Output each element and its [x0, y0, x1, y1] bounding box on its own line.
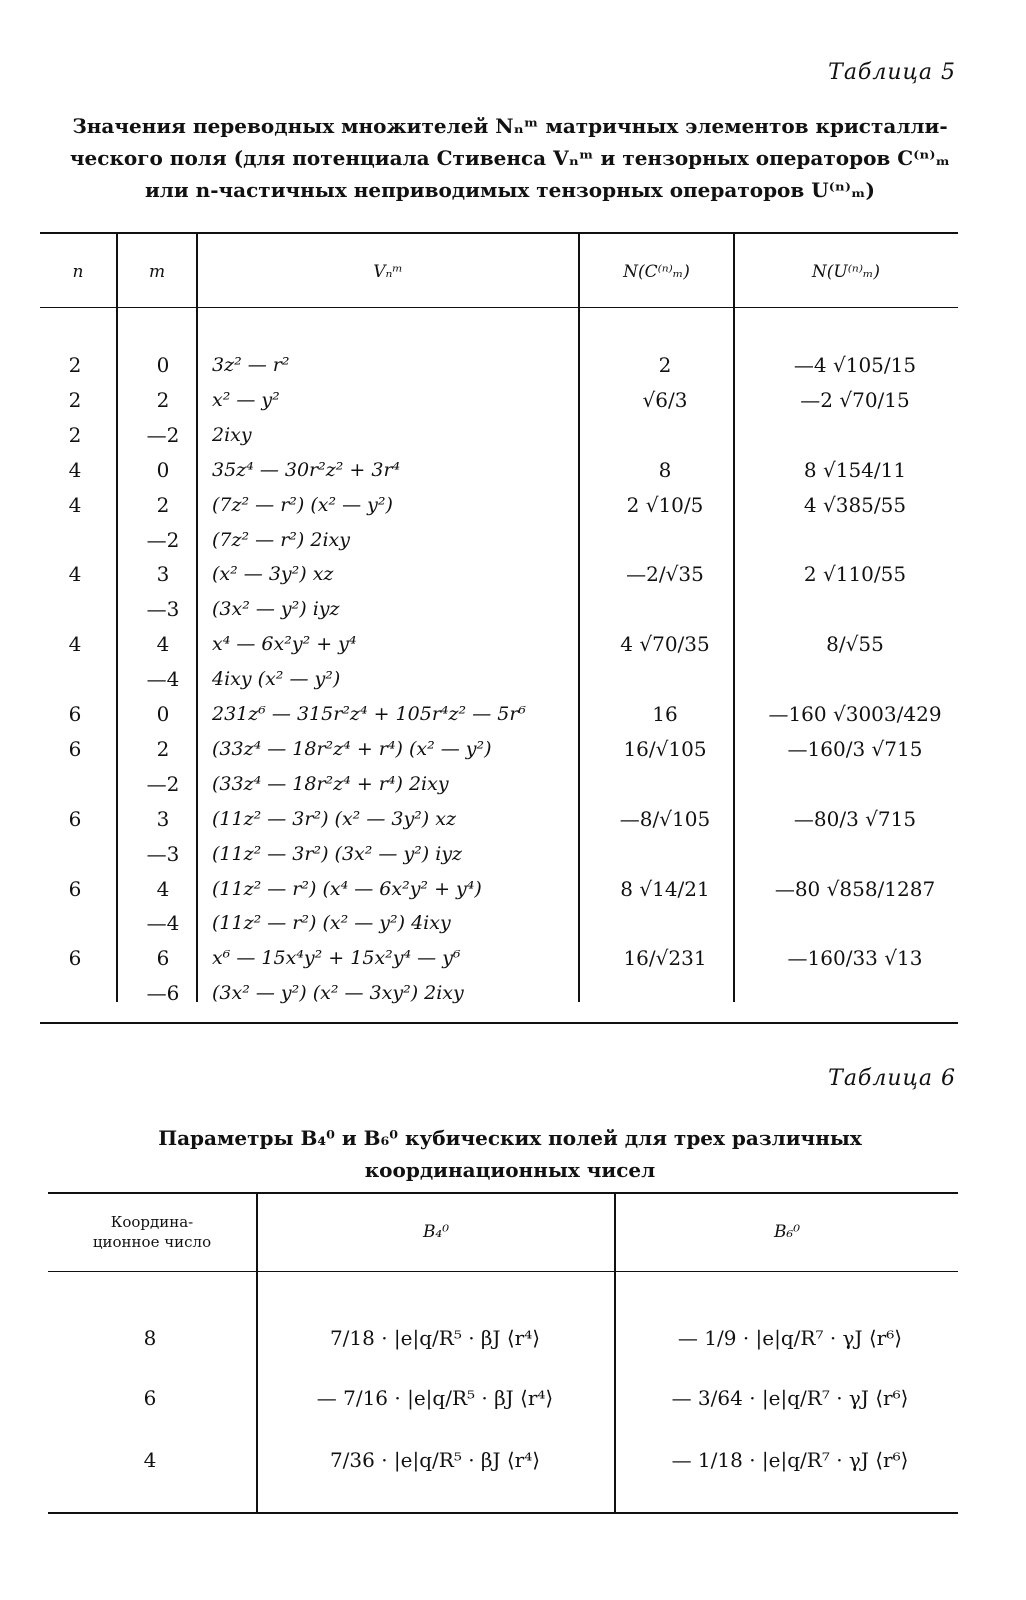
table6-bottom-rule	[48, 1512, 958, 1514]
table5-cell-v: (11z² — r²) (x⁴ — 6x²y² + y⁴)	[212, 877, 482, 900]
table5-row	[40, 523, 960, 557]
table6-header-rule	[48, 1271, 958, 1272]
table6-caption	[30, 1122, 990, 1186]
table6-cell-cn: 4	[143, 1448, 157, 1472]
table5-cell-m: —3	[146, 597, 180, 622]
table5-cell-nc: 2 √10/5	[626, 492, 704, 517]
table5-cell-nc: √6/3	[642, 387, 688, 412]
table5-cell-v: 35z⁴ — 30r²z² + 3r⁴	[212, 458, 401, 481]
table6-header-cn-line2: ционное число	[92, 1233, 212, 1251]
table5-cell-nc: 4 √70/35	[620, 632, 710, 657]
table6-header-cn-line1: Координа-	[110, 1213, 194, 1231]
table5-cell-nc: 2	[658, 353, 672, 377]
table5-caption-line2: ческого поля (для потенциала Стивенса Vₙᵐ и тензорных операторов C⁽ⁿ⁾ₘ	[69, 146, 951, 170]
table5-row	[40, 383, 960, 417]
table5-row	[40, 453, 960, 487]
table5-cell-m: 2	[156, 736, 170, 761]
table5-row	[40, 802, 960, 836]
table5-cell-nu: 4 √385/55	[803, 492, 907, 517]
table5-cell-v: 231z⁶ — 315r²z⁴ + 105r⁴z² — 5r⁶	[212, 703, 527, 725]
table5-cell-m: —2	[146, 527, 180, 552]
table5-cell-n: 4	[68, 492, 82, 517]
table5-cell-m: 2	[156, 387, 170, 412]
table6-cell-b4: — 7/16 · |e|q/R⁵ · βJ ⟨r⁴⟩	[316, 1386, 554, 1410]
table5-row	[40, 872, 960, 906]
table5-row	[40, 418, 960, 452]
table5-label: Таблица 5	[828, 60, 956, 85]
table5-row	[40, 557, 960, 591]
table5-cell-m: 2	[156, 492, 170, 517]
table5-cell-n: 6	[68, 876, 82, 901]
table5-cell-n: 6	[68, 736, 82, 761]
table5-cell-nc: —8/√105	[619, 806, 711, 831]
table5-cell-v: x² — y²	[212, 388, 280, 411]
table5-caption	[30, 110, 990, 206]
table5-header-v: Vₙᵐ	[373, 262, 403, 282]
table5-cell-nu: —160/33 √13	[787, 946, 923, 971]
table5-cell-v: 4ixy (x² — y²)	[212, 668, 341, 691]
table5-row	[40, 348, 960, 382]
table5-row	[40, 906, 960, 940]
table5-cell-v: (7z² — r²) (x² — y²)	[212, 493, 393, 516]
table5-cell-nc: 16	[652, 702, 678, 726]
table5-cell-nu: —160/3 √715	[787, 736, 923, 761]
table5-cell-n: 2	[68, 353, 82, 377]
table5-cell-v: x⁶ — 15x⁴y² + 15x²y⁴ — y⁶	[212, 947, 461, 970]
table5-cell-m: 3	[156, 562, 170, 587]
table5-cell-m: 0	[156, 702, 170, 726]
table5-cell-n: 4	[68, 632, 82, 657]
table5-cell-n: 6	[68, 946, 82, 971]
table5-cell-n: 6	[68, 702, 82, 726]
table5-cell-v: 3z² — r²	[212, 354, 290, 376]
table6-cell-b4: 7/36 · |e|q/R⁵ · βJ ⟨r⁴⟩	[329, 1448, 541, 1472]
table5-header-nc: N(C⁽ⁿ⁾ₘ)	[623, 262, 690, 282]
table5-row	[40, 767, 960, 801]
table5-cell-m: 0	[156, 457, 170, 482]
table5-cell-n: 2	[68, 387, 82, 412]
table5-cell-m: 4	[156, 876, 170, 901]
table5-cell-v: (3x² — y²) (x² — 3xy²) 2ixy	[212, 982, 464, 1005]
table6-cell-b6: — 1/18 · |e|q/R⁷ · γJ ⟨r⁶⟩	[671, 1448, 909, 1472]
table5-row	[40, 592, 960, 626]
table5-cell-nc: 8 √14/21	[620, 876, 710, 901]
table5-cell-m: 3	[156, 806, 170, 831]
table5-cell-m: —2	[146, 771, 180, 796]
table6-cell-b4: 7/18 · |e|q/R⁵ · βJ ⟨r⁴⟩	[329, 1326, 541, 1350]
table5-header-nu: N(U⁽ⁿ⁾ₘ)	[811, 262, 881, 282]
table5-row	[40, 837, 960, 871]
table5-row	[40, 488, 960, 522]
table5-cell-m: 0	[156, 353, 170, 377]
table6-cell-cn: 8	[143, 1326, 157, 1350]
table5-cell-v: (3x² — y²) iyz	[212, 598, 340, 621]
table5-row	[40, 732, 960, 766]
table5-cell-v: x⁴ — 6x²y² + y⁴	[212, 633, 357, 656]
table5-cell-m: —6	[146, 981, 180, 1006]
table5-cell-v: (7z² — r²) 2ixy	[212, 528, 350, 551]
table5-cell-v: (11z² — 3r²) (x² — 3y²) xz	[212, 807, 456, 830]
table5-row	[40, 976, 960, 1010]
table5-cell-m: —4	[146, 667, 180, 692]
table5-cell-m: 4	[156, 632, 170, 657]
table5-top-rule	[40, 232, 958, 234]
table5-cell-v: (33z⁴ — 18r²z⁴ + r⁴) (x² — y²)	[212, 737, 492, 760]
table6-row	[50, 1308, 960, 1368]
table5-cell-nu: —2 √70/15	[800, 387, 910, 412]
table5-cell-nu: —80/3 √715	[793, 806, 917, 831]
table5-caption-line3: или n-частичных неприводимых тензорных операторов U⁽ⁿ⁾ₘ)	[144, 178, 876, 202]
table5-cell-m: —4	[146, 911, 180, 936]
table6-header-b6: B₆⁰	[773, 1222, 801, 1242]
table5-cell-v: (11z² — r²) (x² — y²) 4ixy	[212, 912, 451, 935]
table5-cell-n: 4	[68, 562, 82, 587]
table5-cell-v: (33z⁴ — 18r²z⁴ + r⁴) 2ixy	[212, 772, 449, 795]
table5-row	[40, 662, 960, 696]
table6-row	[50, 1368, 960, 1428]
table5-header-rule	[40, 307, 958, 308]
table6-top-rule	[48, 1192, 958, 1194]
table6-header-b4: B₄⁰	[422, 1222, 450, 1242]
table5-bottom-rule	[40, 1022, 958, 1024]
table6-header-cn	[48, 1212, 256, 1252]
table5-cell-m: —2	[146, 422, 180, 447]
table5-cell-nc: 16/√231	[623, 946, 707, 971]
table5-row	[40, 697, 960, 731]
table5-cell-nu: —160 √3003/429	[768, 702, 942, 726]
table5-cell-nu: —80 √858/1287	[774, 876, 936, 901]
table5-cell-nu: 8/√55	[826, 632, 884, 657]
table5-row	[40, 941, 960, 975]
table5-cell-v: (x² — 3y²) xz	[212, 563, 334, 586]
table5-cell-v: (11z² — 3r²) (3x² — y²) iyz	[212, 842, 463, 865]
table5-cell-m: —3	[146, 841, 180, 866]
table5-cell-n: 4	[68, 457, 82, 482]
table5-cell-nu: 2 √110/55	[803, 562, 907, 587]
table5-cell-n: 2	[68, 422, 82, 447]
table5-caption-line1: Значения переводных множителей Nₙᵐ матричных элементов кристалли-	[72, 114, 948, 138]
table5-cell-nu: 8 √154/11	[803, 457, 907, 482]
table5-cell-nc: —2/√35	[626, 562, 704, 587]
table6-label: Таблица 6	[828, 1066, 956, 1091]
table6-row	[50, 1430, 960, 1490]
table6-caption-line1: Параметры B₄⁰ и B₆⁰ кубических полей для трех различных	[158, 1126, 862, 1150]
table5-cell-n: 6	[68, 806, 82, 831]
table6-caption-line2: координационных чисел	[364, 1158, 656, 1182]
table6-cell-b6: — 3/64 · |e|q/R⁷ · γJ ⟨r⁶⟩	[671, 1386, 909, 1410]
table5-cell-nc: 8	[658, 457, 672, 482]
table5-header-m: m	[148, 262, 166, 282]
table5-cell-m: 6	[156, 946, 170, 971]
table5-row	[40, 627, 960, 661]
table5-header-n: n	[72, 262, 84, 282]
table6-cell-cn: 6	[143, 1386, 157, 1410]
table5-cell-nc: 16/√105	[623, 736, 707, 761]
table5-cell-nu: —4 √105/15	[793, 353, 917, 377]
table6-cell-b6: — 1/9 · |e|q/R⁷ · γJ ⟨r⁶⟩	[677, 1326, 903, 1350]
table5-cell-v: 2ixy	[212, 423, 252, 446]
